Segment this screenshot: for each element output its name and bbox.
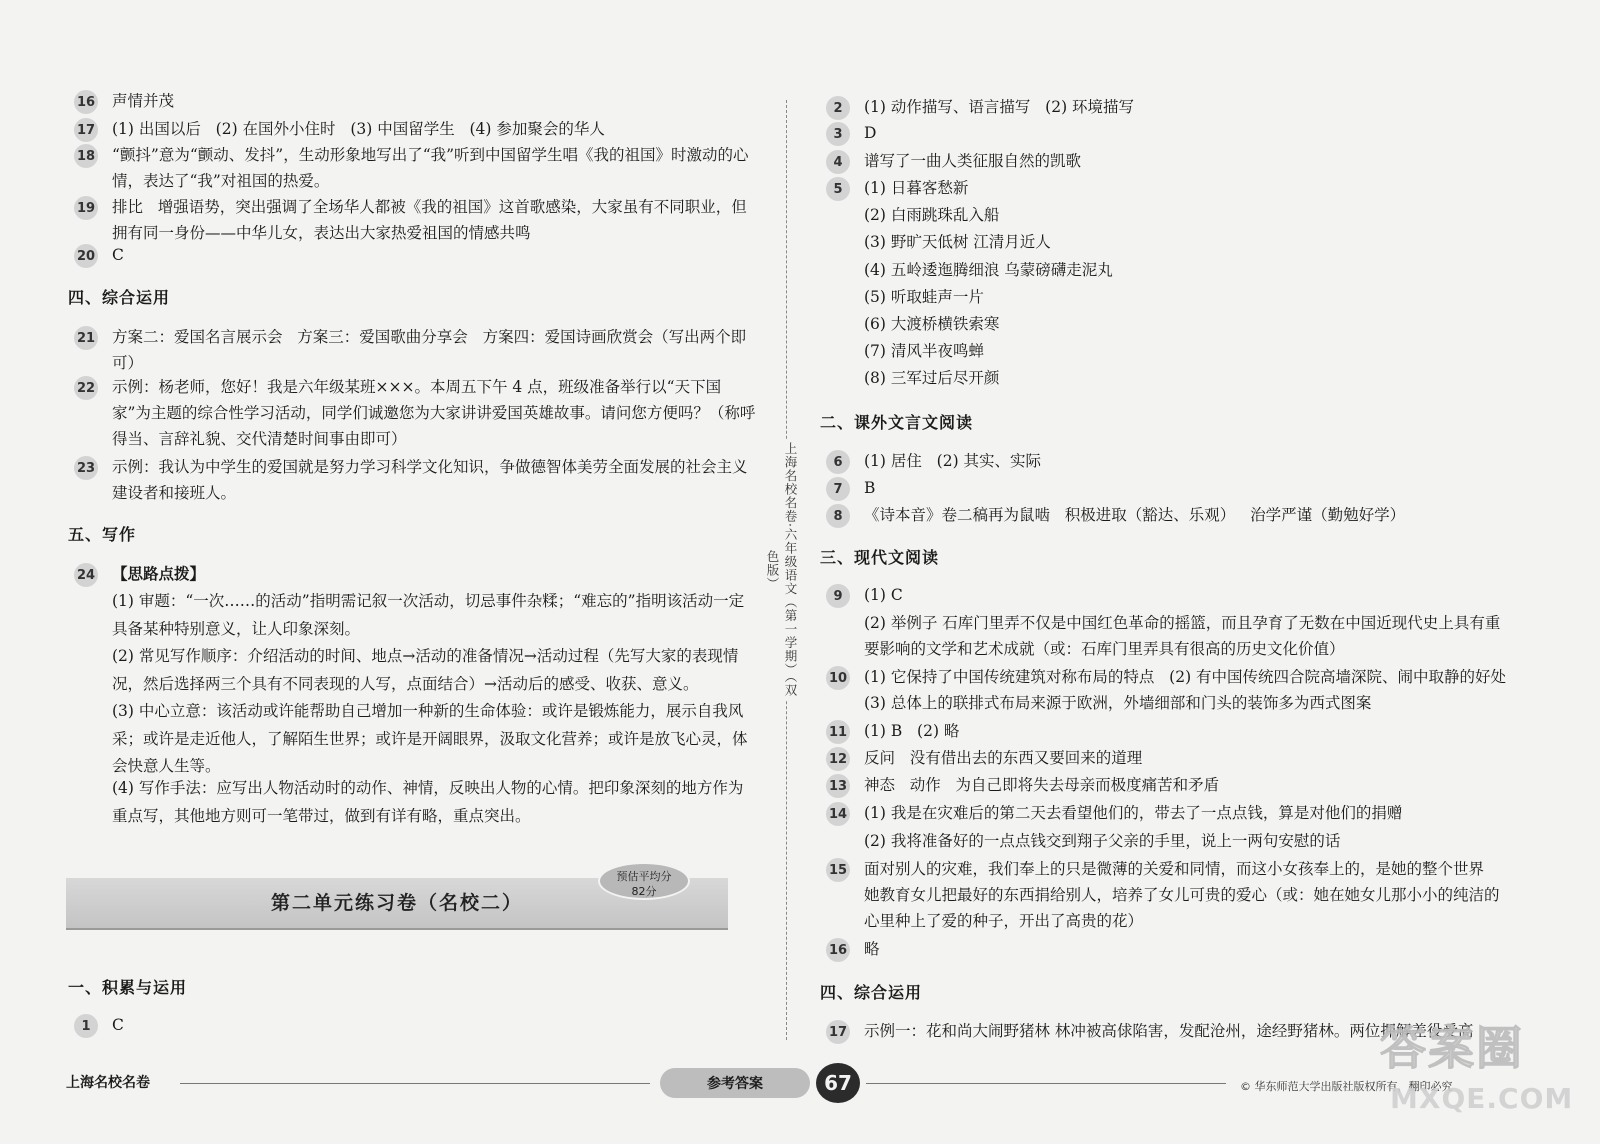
question-number: 12 bbox=[826, 747, 850, 771]
writing-tip-3: (3) 中心立意：该活动或许能帮助自己增加一种新的生命体验：或许是锻炼能力，展示自我风采；或许是走近他人，了解陌生世界；或许是开阔眼界，汲取文化营养；或许是放飞心灵，体会快意人生等。 bbox=[112, 702, 748, 775]
watermark-url: MXQE.COM bbox=[1390, 1082, 1574, 1115]
watermark-logo: 答案圈 bbox=[1380, 1021, 1524, 1075]
section-heading: 四、综合运用 bbox=[68, 288, 171, 307]
footer-rule-left bbox=[180, 1083, 650, 1084]
section-heading: 二、课外文言文阅读 bbox=[820, 413, 974, 432]
answer-text: (1) C bbox=[864, 586, 903, 604]
answer-text: 略 bbox=[864, 940, 880, 958]
answer-text: (1) 出国以后 (2) 在国外小住时 (3) 中国留学生 (4) 参加聚会的华人 bbox=[112, 120, 605, 138]
answer-text: C bbox=[112, 1016, 124, 1034]
answer-text: 谱写了一曲人类征服自然的凯歌 bbox=[864, 152, 1082, 170]
question-number: 1 bbox=[74, 1014, 98, 1038]
footer-rule-right bbox=[866, 1083, 1226, 1084]
footer-section-label: 参考答案 bbox=[660, 1068, 810, 1098]
answer-text: (1) 日暮客愁新 bbox=[864, 179, 969, 197]
question-number: 5 bbox=[826, 177, 850, 201]
writing-tip-2: (2) 常见写作顺序：介绍活动的时间、地点→活动的准备情况→活动过程（先写大家的表现情况，然后选择两三个具有不同表现的人写，点面结合）→活动后的感受、收获、意义。 bbox=[112, 647, 739, 693]
question-number: 16 bbox=[74, 90, 98, 114]
answer-text: (1) 它保持了中国传统建筑对称布局的特点 (2) 有中国传统四合院高墙深院、闹中取静的好处 (3) 总体上的联排式布局来源于欧洲，外墙细部和门头的装饰多为西式图案 bbox=[864, 668, 1521, 712]
poem-line: (8) 三军过后尽开颜 bbox=[864, 369, 1000, 387]
answer-text: D bbox=[864, 124, 877, 142]
question-number: 11 bbox=[826, 720, 850, 744]
answer-text: 示例：杨老师，您好！我是六年级某班×××。本周五下午 4 点，班级准备举行以“天下国家”为主题的综合性学习活动，同学们诚邀您为大家讲讲爱国英雄故事。请问您方便吗？（称呼得当、言辞礼貌、交代清楚时间事由即可） bbox=[112, 378, 756, 448]
question-number: 22 bbox=[74, 376, 98, 400]
answer-text: (1) B (2) 略 bbox=[864, 722, 960, 740]
question-number: 7 bbox=[826, 477, 850, 501]
question-number: 19 bbox=[74, 196, 98, 220]
answer-text: (1) 我是在灾难后的第二天去看望他们的，带去了一点点钱，算是对他们的捐赠 bbox=[864, 804, 1403, 822]
answer-9-part-2: (2) 举例子 石库门里弄不仅是中国红色革命的摇篮，而且孕育了无数在中国近现代史上具有重要影响的文学和艺术成就（或：石库门里弄具有很高的历史文化价值） bbox=[864, 614, 1501, 658]
question-number: 24 bbox=[74, 563, 98, 587]
answer-text: “颤抖”意为“颤动、发抖”，生动形象地写出了“我”听到中国留学生唱《我的祖国》时激动的心情，表达了“我”对祖国的热爱。 bbox=[112, 146, 749, 190]
question-number: 10 bbox=[826, 666, 850, 690]
answer-text: 面对别人的灾难，我们奉上的只是微薄的关爱和同情，而这小女孩奉上的，是她的整个世界 她教育女儿把最好的东西捐给别人，培养了女儿可贵的爱心（或：她在她女儿那小小的纯洁的心里种上了爱的种子，开出了高贵的花） bbox=[864, 860, 1500, 930]
poem-line: (6) 大渡桥横铁索寒 bbox=[864, 315, 1000, 333]
badge-score: 82分 bbox=[631, 885, 657, 898]
question-number: 17 bbox=[826, 1020, 850, 1044]
question-number: 16 bbox=[826, 938, 850, 962]
writing-tip-4: (4) 写作手法：应写出人物活动时的动作、神情，反映出人物的心情。把印象深刻的地方作为重点写，其他地方则可一笔带过，做到有详有略，重点突出。 bbox=[112, 779, 744, 825]
answer-text: 示例：我认为中学生的爱国就是努力学习科学文化知识，争做德智体美劳全面发展的社会主义建设者和接班人。 bbox=[112, 458, 748, 502]
spine-text: 上海名校名卷·六年级语文（第一学期）（双色版） bbox=[777, 440, 799, 700]
answer-text: B bbox=[864, 479, 876, 497]
section-heading: 四、综合运用 bbox=[820, 983, 923, 1002]
question-number: 17 bbox=[74, 118, 98, 142]
question-number: 14 bbox=[826, 802, 850, 826]
section-heading: 五、写作 bbox=[68, 525, 137, 544]
answer-text: 神态 动作 为自己即将失去母亲而极度痛苦和矛盾 bbox=[864, 776, 1220, 794]
poem-line: (7) 清风半夜鸣蝉 bbox=[864, 342, 984, 360]
poem-line: (5) 听取蛙声一片 bbox=[864, 288, 984, 306]
answer-text: 方案二：爱国名言展示会 方案三：爱国歌曲分享会 方案四：爱国诗画欣赏会（写出两个即可） bbox=[112, 328, 747, 372]
question-number: 2 bbox=[826, 96, 850, 120]
banner-title: 第二单元练习卷（名校二） bbox=[270, 892, 523, 914]
answer-text: 示例一：花和尚大闹野猪林 林冲被高俅陷害，发配沧州，途经野猪林。两位押解差役受高 bbox=[864, 1022, 1474, 1040]
page-number: 67 bbox=[816, 1063, 860, 1103]
question-number: 23 bbox=[74, 456, 98, 480]
section-heading: 三、现代文阅读 bbox=[820, 548, 940, 567]
poem-line: (4) 五岭逶迤腾细浪 乌蒙磅礴走泥丸 bbox=[864, 261, 1113, 279]
answer-text: (1) 居住 (2) 其实、实际 bbox=[864, 452, 1042, 470]
question-number: 3 bbox=[826, 122, 850, 146]
answer-text: 反问 没有借出去的东西又要回来的道理 bbox=[864, 749, 1143, 767]
copyright-notice: © 华东师范大学出版社版权所有，翻印必究 bbox=[1240, 1080, 1453, 1093]
answer-text: (1) 动作描写、语言描写 (2) 环境描写 bbox=[864, 98, 1135, 116]
footer-series-title: 上海名校名卷 bbox=[66, 1075, 150, 1091]
section-heading: 一、积累与运用 bbox=[68, 978, 188, 997]
watermark bbox=[1380, 1012, 1580, 1132]
question-number: 8 bbox=[826, 504, 850, 528]
question-number: 13 bbox=[826, 774, 850, 798]
poem-line: (3) 野旷天低树 江清月近人 bbox=[864, 233, 1051, 251]
badge-label: 预估平均分 bbox=[616, 870, 672, 883]
question-number: 15 bbox=[826, 858, 850, 882]
writing-tip-1: (1) 审题：“一次……的活动”指明需记叙一次活动，切忌事件杂糅；“难忘的”指明该活动一定具备某种特别意义，让人印象深刻。 bbox=[112, 592, 745, 638]
score-badge bbox=[598, 862, 690, 900]
poem-line: (2) 白雨跳珠乱入船 bbox=[864, 206, 1000, 224]
question-number: 20 bbox=[74, 244, 98, 268]
question-number: 6 bbox=[826, 450, 850, 474]
answer-text: 《诗本音》卷二稿再为鼠啮 积极进取（豁达、乐观） 治学严谨（勤勉好学） bbox=[864, 506, 1406, 524]
question-number: 18 bbox=[74, 144, 98, 168]
answer-text: 声情并茂 bbox=[112, 92, 175, 110]
tips-heading: 【思路点拨】 bbox=[112, 564, 206, 583]
answer-14-part-2: (2) 我将准备好的一点点钱交到翔子父亲的手里，说上一两句安慰的话 bbox=[864, 832, 1341, 850]
question-number: 4 bbox=[826, 150, 850, 174]
question-number: 21 bbox=[74, 326, 98, 350]
answer-text: C bbox=[112, 246, 124, 264]
question-number: 9 bbox=[826, 584, 850, 608]
answer-text: 排比 增强语势，突出强调了全场华人都被《我的祖国》这首歌感染，大家虽有不同职业，但拥有同一身份——中华儿女，表达出大家热爱祖国的情感共鸣 bbox=[112, 198, 747, 242]
